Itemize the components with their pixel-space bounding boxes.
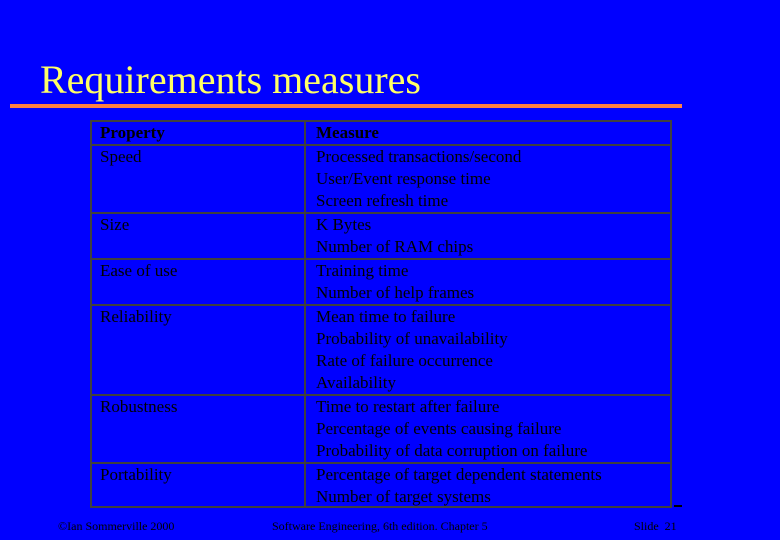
measure-item: User/Event response time (316, 169, 491, 188)
footer-book-title: Software Engineering, 6th edition. Chapter 5 (272, 519, 488, 533)
title-underline (10, 104, 682, 108)
property-cell: Speed (100, 147, 142, 166)
table-row (92, 462, 670, 508)
property-cell: Portability (100, 465, 172, 484)
measure-item: Probability of data corruption on failure (316, 441, 588, 460)
measure-cell (316, 306, 508, 394)
measure-item: K Bytes (316, 215, 372, 234)
slide-number: 21 (664, 519, 677, 533)
measure-item: Processed transactions/second (316, 147, 522, 166)
measure-item: Training time (316, 261, 409, 280)
property-cell: Robustness (100, 397, 178, 416)
measure-cell (316, 214, 473, 258)
measure-item: Percentage of target dependent statements (316, 465, 602, 484)
slide-title: Requirements measures (40, 57, 421, 102)
table-header-row (92, 122, 670, 144)
measure-item: Rate of failure occurrence (316, 351, 493, 370)
measure-cell (316, 260, 474, 304)
property-cell: Size (100, 215, 130, 234)
measure-cell (316, 464, 602, 508)
table-row (92, 258, 670, 304)
property-cell: Reliability (100, 307, 172, 326)
measure-cell (316, 146, 521, 212)
measure-item: Number of RAM chips (316, 237, 474, 256)
table-corner-mark (674, 505, 682, 507)
measure-item: Mean time to failure (316, 307, 456, 326)
footer-slide-number (634, 519, 677, 534)
slide-label: Slide (634, 519, 659, 533)
table-row (92, 394, 670, 462)
measure-item: Screen refresh time (316, 191, 449, 210)
measure-item: Availability (316, 373, 396, 392)
table-row (92, 304, 670, 394)
measure-item: Time to restart after failure (316, 397, 500, 416)
measures-table (90, 120, 672, 508)
measure-item: Percentage of events causing failure (316, 419, 562, 438)
footer-copyright: ©Ian Sommerville 2000 (58, 519, 175, 533)
header-property: Property (100, 123, 165, 142)
property-cell: Ease of use (100, 261, 178, 280)
measure-item: Probability of unavailability (316, 329, 508, 348)
measure-item: Number of target systems (316, 487, 491, 506)
measure-cell (316, 396, 587, 462)
measure-item: Number of help frames (316, 283, 475, 302)
header-measure: Measure (316, 123, 379, 142)
table-row (92, 144, 670, 212)
table-row (92, 212, 670, 258)
